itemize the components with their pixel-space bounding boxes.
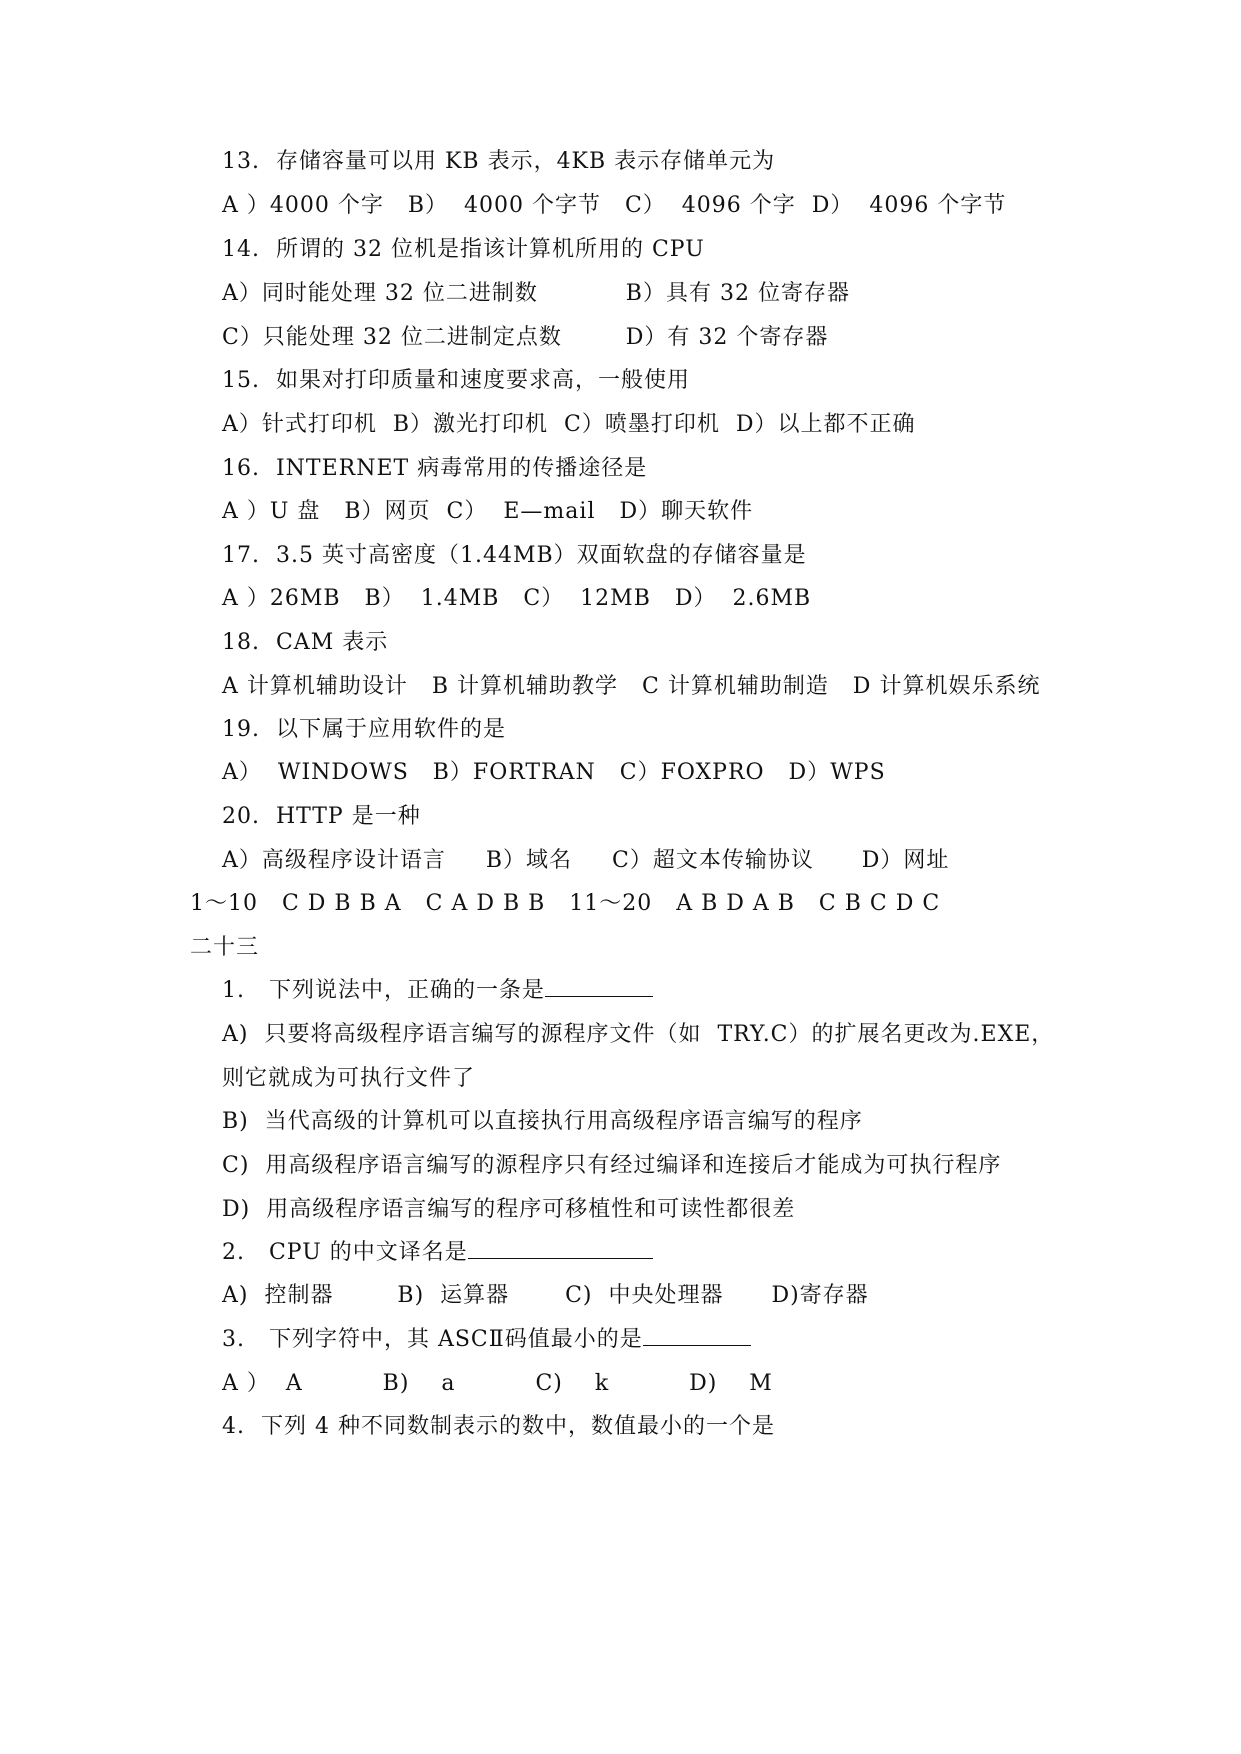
- question-2-row: [222, 1238, 653, 1268]
- question-14-options-cd: C）只能处理 32 位二进制定点数 D）有 32 个寄存器: [222, 325, 829, 350]
- question-13-options: A ）4000 个字 B） 4000 个字节 C） 4096 个字 D） 4096 个字节: [222, 193, 1007, 218]
- question-16-stem: 16. INTERNET 病毒常用的传播途径是: [222, 456, 648, 481]
- question-4-stem: 4. 下列 4 种不同数制表示的数中，数值最小的一个是: [222, 1414, 775, 1439]
- question-19-options: A） WINDOWS B）FORTRAN C）FOXPRO D）WPS: [222, 760, 886, 785]
- question-2-stem: 2. CPU 的中文译名是: [222, 1240, 468, 1265]
- answer-blank: [468, 1238, 653, 1259]
- question-1-stem: 1. 下列说法中，正确的一条是: [222, 978, 545, 1003]
- question-17-stem: 17. 3.5 英寸高密度（1.44MB）双面软盘的存储容量是: [222, 543, 807, 568]
- answer-key: 1～10 C D B B A C A D B B 11～20 A B D A B C B C D C: [190, 891, 941, 916]
- question-3-options: A ） A B) a C) k D) M: [222, 1371, 773, 1396]
- question-18-options: A 计算机辅助设计 B 计算机辅助教学 C 计算机辅助制造 D 计算机娱乐系统: [222, 674, 1041, 699]
- question-1-option-a-continued: 则它就成为可执行文件了: [222, 1066, 476, 1091]
- question-14-stem: 14. 所谓的 32 位机是指该计算机所用的 CPU: [222, 237, 705, 262]
- question-1-row: [222, 976, 653, 1006]
- question-1-option-d: D) 用高级程序语言编写的程序可移植性和可读性都很差: [222, 1197, 796, 1222]
- section-heading: 二十三: [190, 935, 260, 960]
- question-1-option-c: C) 用高级程序语言编写的源程序只有经过编译和连接后才能成为可执行程序: [222, 1153, 1002, 1178]
- question-13-stem: 13. 存储容量可以用 KB 表示，4KB 表示存储单元为: [222, 149, 776, 174]
- question-16-options: A ）U 盘 B）网页 C） E—mail D）聊天软件: [222, 499, 754, 524]
- question-19-stem: 19. 以下属于应用软件的是: [222, 717, 506, 742]
- question-14-options-ab: A）同时能处理 32 位二进制数 B）具有 32 位寄存器: [222, 281, 850, 306]
- question-18-stem: 18. CAM 表示: [222, 630, 389, 655]
- question-2-options: A) 控制器 B) 运算器 C) 中央处理器 D)寄存器: [222, 1283, 869, 1308]
- question-17-options: A ）26MB B） 1.4MB C） 12MB D） 2.6MB: [222, 586, 812, 611]
- answer-blank: [643, 1325, 751, 1346]
- question-15-options: A）针式打印机 B）激光打印机 C）喷墨打印机 D）以上都不正确: [222, 412, 916, 437]
- question-1-option-a: A) 只要将高级程序语言编写的源程序文件（如 TRY.C）的扩展名更改为.EXE，: [222, 1022, 1055, 1047]
- question-20-stem: 20. HTTP 是一种: [222, 804, 421, 829]
- question-3-stem: 3. 下列字符中，其 ASCⅡ码值最小的是: [222, 1327, 643, 1352]
- answer-blank: [545, 976, 653, 997]
- question-3-row: [222, 1325, 751, 1355]
- question-20-options: A）高级程序设计语言 B）域名 C）超文本传输协议 D）网址: [222, 848, 950, 873]
- question-15-stem: 15. 如果对打印质量和速度要求高，一般使用: [222, 368, 690, 393]
- question-1-option-b: B) 当代高级的计算机可以直接执行用高级程序语言编写的程序: [222, 1109, 863, 1134]
